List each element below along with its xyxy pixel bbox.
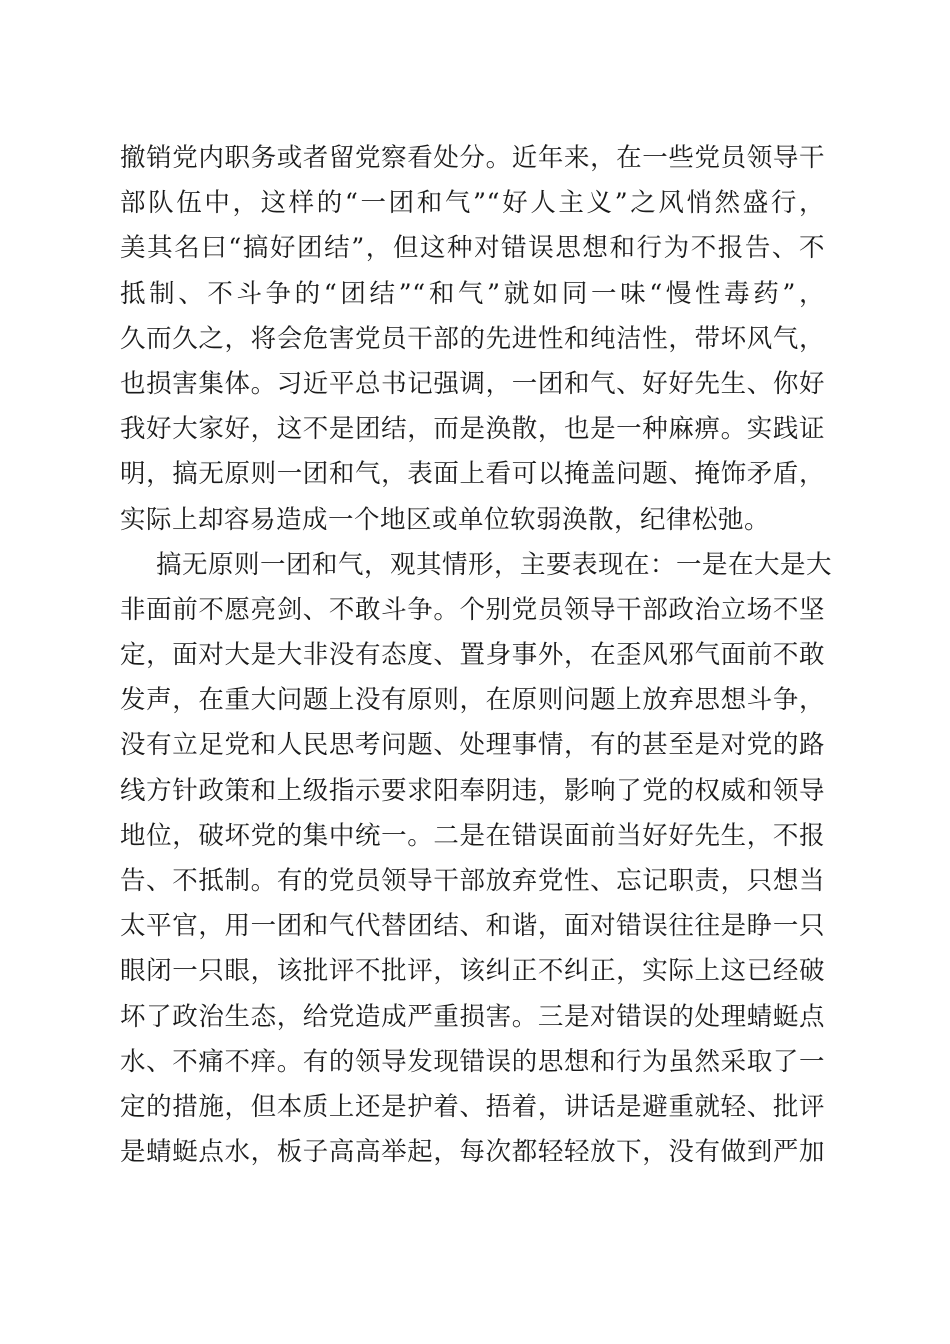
text-line: 是蜻蜓点水，板子高高举起，每次都轻轻放下，没有做到严加	[120, 1137, 825, 1168]
text-line: 坏了政治生态，给党造成严重损害。三是对错误的处理蜻蜓点	[120, 1001, 825, 1032]
text-line: 明，搞无原则一团和气，表面上看可以掩盖问题、掩饰矛盾，	[120, 459, 825, 490]
text-line: 定的措施，但本质上还是护着、捂着，讲话是避重就轻、批评	[120, 1091, 825, 1122]
text-line: 撤销党内职务或者留党察看处分。近年来，在一些党员领导干	[120, 143, 825, 173]
paragraph-2	[120, 543, 833, 1176]
text-line: 也损害集体。习近平总书记强调，一团和气、好好先生、你好	[120, 368, 825, 399]
text-line: 实际上却容易造成一个地区或单位软弱涣散，纪律松弛。	[120, 504, 771, 535]
text-line: 地位，破坏党的集中统一。二是在错误面前当好好先生，不报	[120, 820, 825, 851]
text-line: 美其名曰“搞好团结”，但这种对错误思想和行为不报告、不	[120, 233, 825, 264]
text-line: 非面前不愿亮剑、不敢斗争。个别党员领导干部政治立场不坚	[120, 594, 825, 625]
body-text	[120, 136, 833, 1175]
text-line: 久而久之，将会危害党员干部的先进性和纯洁性，带坏风气，	[120, 323, 825, 354]
text-line: 线方针政策和上级指示要求阳奉阴违，影响了党的权威和领导	[120, 775, 825, 806]
paragraph-1	[120, 136, 825, 543]
text-line: 告、不抵制。有的党员领导干部放弃党性、忘记职责，只想当	[120, 866, 825, 896]
text-line: 眼闭一只眼，该批评不批评，该纠正不纠正，实际上这已经破	[120, 956, 825, 987]
text-line: 太平官，用一团和气代替团结、和谐，面对错误往往是睁一只	[120, 911, 825, 942]
text-line: 我好大家好，这不是团结，而是涣散，也是一种麻痹。实践证	[120, 414, 825, 445]
text-line: 定，面对大是大非没有态度、置身事外，在歪风邪气面前不敢	[120, 640, 825, 671]
text-line: 发声，在重大问题上没有原则，在原则问题上放弃思想斗争，	[120, 685, 825, 716]
text-line: 没有立足党和人民思考问题、处理事情，有的甚至是对党的路	[120, 730, 825, 761]
text-line: 部队伍中，这样的“一团和气”“好人主义”之风悄然盛行，	[120, 188, 825, 219]
text-line: 抵制、不斗争的“团结”“和气”就如同一味“慢性毒药”，	[120, 278, 825, 309]
text-line: 搞无原则一团和气，观其情形，主要表现在：一是在大是大	[156, 549, 833, 580]
text-line: 水、不痛不痒。有的领导发现错误的思想和行为虽然采取了一	[120, 1046, 825, 1077]
